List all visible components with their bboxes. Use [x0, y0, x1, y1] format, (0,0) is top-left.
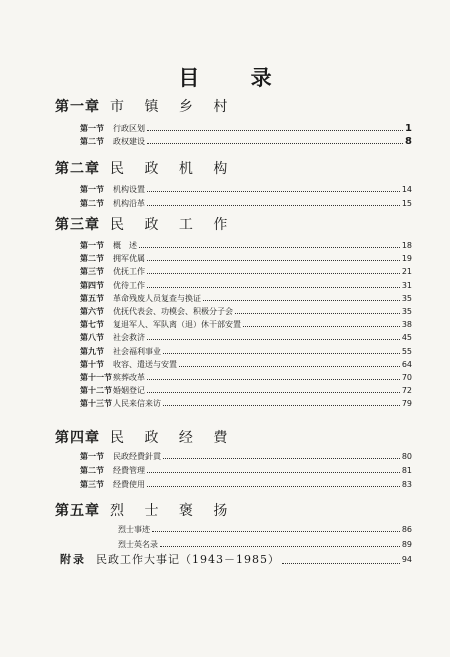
page-number: 15 — [401, 199, 412, 208]
appendix-entry[interactable] — [60, 553, 412, 567]
toc-row[interactable] — [80, 136, 412, 147]
toc-row[interactable] — [80, 346, 412, 357]
toc-row[interactable] — [80, 479, 412, 490]
dot-leader — [147, 204, 400, 206]
chapter-title: 民 政 机 构 — [110, 161, 236, 177]
page-number: 1 — [405, 123, 412, 134]
section-title: 机构设置 — [113, 185, 145, 194]
section-title: 经費使用 — [113, 480, 145, 489]
toc-row[interactable] — [80, 253, 412, 264]
dot-leader — [179, 365, 400, 367]
section-title: 优待工作 — [113, 280, 145, 290]
dot-leader — [147, 471, 400, 473]
toc-row[interactable] — [80, 266, 412, 277]
section-title: 优抚代表会、功模会、积极分子会 — [113, 307, 233, 316]
chapter-heading[interactable] — [55, 96, 235, 116]
section-number: 第九节 — [80, 345, 104, 356]
page-number: 80 — [401, 452, 412, 461]
section-title: 殡葬改革 — [113, 373, 145, 382]
page-number: 35 — [401, 307, 412, 316]
section-number: 第一节 — [80, 240, 104, 250]
chapter-number: 第二章 — [55, 161, 100, 177]
section-title: 优抚工作 — [113, 267, 145, 277]
dot-leader — [147, 391, 400, 393]
toc-row[interactable] — [80, 306, 412, 317]
toc-row[interactable] — [80, 385, 412, 396]
toc-row[interactable] — [80, 123, 412, 134]
section-title: 收容、遣送与安置 — [113, 359, 177, 369]
section-number: 第六节 — [80, 306, 104, 316]
toc-row[interactable] — [80, 319, 412, 330]
page-number: 31 — [401, 280, 412, 290]
section-number: 第二节 — [80, 465, 104, 475]
dot-leader — [163, 352, 400, 354]
toc-row[interactable] — [80, 280, 412, 291]
dot-leader — [147, 129, 403, 131]
section-title: 革命残废人员复查与换证 — [113, 293, 201, 303]
section-number: 第十一节 — [80, 372, 112, 382]
dot-leader — [147, 259, 400, 261]
page-number: 35 — [401, 293, 412, 303]
page-number: 64 — [401, 359, 412, 369]
toc-row[interactable] — [80, 240, 412, 251]
page-number: 70 — [401, 373, 412, 382]
dot-leader — [163, 404, 400, 406]
toc-row[interactable] — [80, 372, 412, 383]
section-number: 第二节 — [80, 198, 104, 208]
section-number: 第二节 — [80, 253, 104, 264]
section-number: 第四节 — [80, 279, 104, 290]
chapter-number: 第一章 — [55, 99, 100, 115]
page-number: 83 — [401, 480, 412, 489]
dot-leader — [147, 142, 403, 144]
section-number: 第八节 — [80, 332, 104, 343]
section-number: 第三节 — [80, 479, 104, 489]
dot-leader — [235, 312, 400, 314]
section-title: 社会救济 — [113, 333, 145, 343]
appendix-title: 民政工作大事记（1943－1985） — [96, 553, 280, 566]
dot-leader — [243, 325, 400, 327]
toc-row[interactable] — [118, 539, 412, 550]
section-title: 政权建设 — [113, 136, 145, 146]
page-number: 19 — [401, 254, 412, 264]
dot-leader — [203, 299, 400, 301]
page-number: 45 — [401, 333, 412, 343]
dot-leader — [147, 378, 400, 380]
toc-row[interactable] — [80, 184, 412, 195]
section-number: 第一节 — [80, 184, 104, 194]
dot-leader — [139, 246, 400, 248]
toc-row[interactable] — [80, 451, 412, 462]
chapter-title: 民 政 工 作 — [110, 217, 236, 233]
toc-row[interactable] — [80, 465, 412, 476]
dot-leader — [163, 457, 400, 459]
page-number: 8 — [405, 135, 412, 147]
page-number: 38 — [401, 320, 412, 330]
chapter-heading[interactable] — [55, 158, 235, 178]
section-number: 第三节 — [80, 266, 104, 277]
section-title: 经費管理 — [113, 466, 145, 475]
chapter-heading[interactable] — [55, 427, 235, 447]
dot-leader — [160, 545, 400, 547]
section-number: 第十二节 — [80, 385, 112, 396]
chapter-title: 民 政 经 費 — [110, 430, 236, 446]
section-number: 第七节 — [80, 319, 104, 330]
dot-leader — [147, 286, 400, 288]
page-number: 55 — [401, 346, 412, 356]
chapter-title: 烈 士 褒 扬 — [110, 503, 236, 519]
section-number: 第十节 — [80, 358, 104, 369]
section-title: 机构沿革 — [113, 199, 145, 208]
appendix-page: 94 — [401, 555, 412, 564]
section-title: 概 述 — [113, 241, 137, 250]
page-title: 目 录 — [178, 65, 294, 90]
section-title: 人民来信来访 — [113, 399, 161, 409]
dot-leader — [282, 563, 400, 564]
section-number: 第一节 — [80, 123, 104, 133]
section-number: 第十三节 — [80, 398, 112, 409]
toc-row[interactable] — [80, 359, 412, 370]
section-title: 烈士事迹 — [118, 525, 150, 534]
section-title: 婚姻登记 — [113, 386, 145, 396]
dot-leader — [152, 530, 400, 532]
page-number: 86 — [401, 525, 412, 534]
dot-leader — [147, 190, 400, 192]
section-title: 烈士英名录 — [118, 540, 158, 549]
chapter-number: 第五章 — [55, 503, 100, 519]
dot-leader — [147, 338, 400, 340]
chapter-heading[interactable] — [55, 214, 235, 234]
section-title: 复退军人、军队离（退）休干部安置 — [113, 320, 241, 330]
chapter-number: 第四章 — [55, 430, 100, 446]
dot-leader — [147, 272, 400, 274]
section-title: 民政经費針貫 — [113, 452, 161, 461]
page-number: 18 — [401, 241, 412, 250]
appendix-label: 附录 — [60, 553, 86, 566]
toc-row[interactable] — [80, 398, 412, 409]
chapter-heading[interactable] — [55, 500, 235, 520]
section-number: 第五节 — [80, 292, 104, 303]
section-number: 第二节 — [80, 135, 104, 146]
toc-row[interactable] — [80, 198, 412, 209]
page-number: 21 — [401, 267, 412, 277]
section-number: 第一节 — [80, 451, 104, 461]
toc-row[interactable] — [80, 293, 412, 304]
toc-row[interactable] — [80, 332, 412, 343]
dot-leader — [147, 485, 400, 487]
section-title: 拥军优属 — [113, 254, 145, 264]
section-title: 社会福利事业 — [113, 346, 161, 356]
chapter-number: 第三章 — [55, 217, 100, 233]
section-title: 行政区划 — [113, 124, 145, 133]
toc-row[interactable] — [118, 524, 412, 535]
chapter-title: 市 镇 乡 村 — [110, 99, 236, 115]
page-number: 72 — [401, 386, 412, 396]
page-number: 81 — [401, 466, 412, 475]
page-number: 89 — [401, 540, 412, 549]
page-number: 14 — [401, 185, 412, 194]
page-number: 79 — [401, 399, 412, 409]
